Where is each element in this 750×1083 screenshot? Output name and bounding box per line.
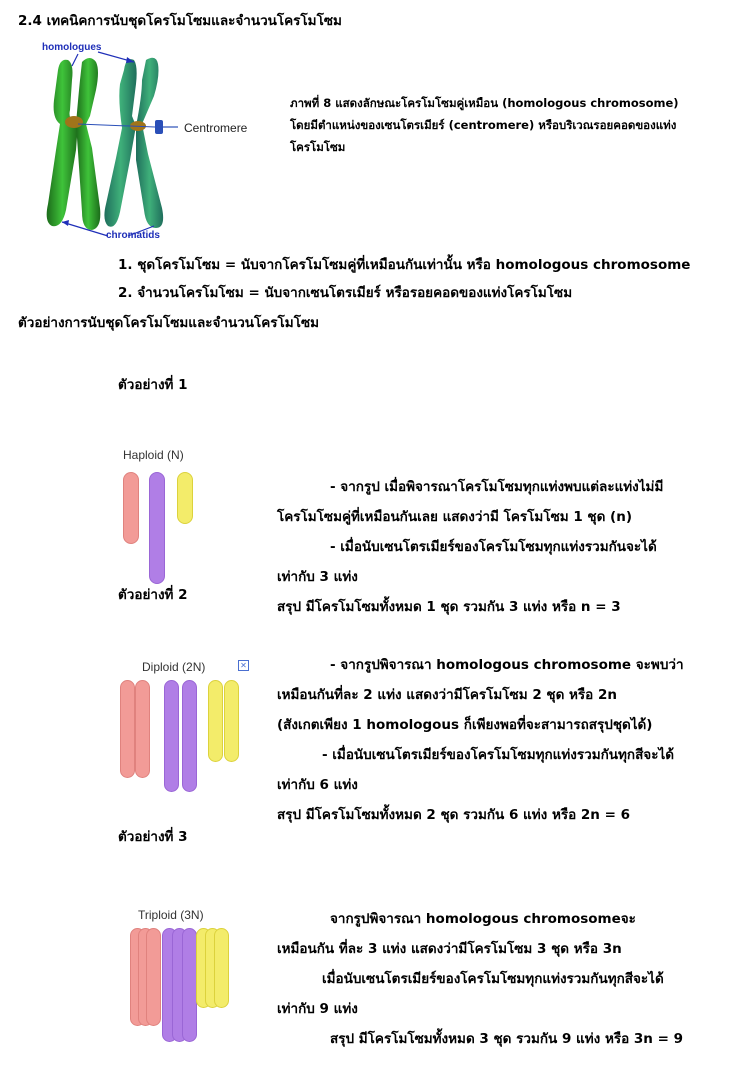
homologous-chromosome-figure: [38, 40, 268, 245]
example-1-line-2: โครโมโซมคู่ที่เหมือนกันเลย แสดงว่ามี โครโมโซม 1 ชุด (n): [277, 509, 633, 525]
example-2-line-6: สรุป มีโครโมโซมทั้งหมด 2 ชุด รวมกัน 6 แท่ง หรือ 2n = 6: [277, 807, 631, 823]
figure-caption-line-1: ภาพที่ 8 แสดงลักษณะโครโมโซมคู่เหมือน (homologous chromosome): [290, 96, 679, 110]
example-1-line-1: - จากรูป เมื่อพิจารณาโครโมโซมทุกแท่งพบแต่ละแท่งไม่มี: [330, 479, 664, 495]
close-icon: ✕: [238, 660, 249, 671]
example-2-line-5: เท่ากับ 6 แท่ง: [277, 777, 358, 793]
chromosome-purple-1: [164, 680, 179, 792]
example-1-title: ตัวอย่างที่ 1: [118, 377, 188, 393]
examples-heading: ตัวอย่างการนับชุดโครโมโซมและจำนวนโครโมโซม: [18, 315, 320, 331]
example-2-line-1: - จากรูปพิจารณา homologous chromosome จะพบว่า: [330, 657, 684, 673]
chromosome-pink-3: [146, 928, 161, 1026]
example-1-line-4: เท่ากับ 3 แท่ง: [277, 569, 358, 585]
haploid-label: Haploid (N): [123, 448, 184, 462]
centromere-label: Centromere: [184, 121, 248, 135]
triploid-diagram: [126, 906, 236, 1046]
example-2-line-2: เหมือนกันที่ละ 2 แท่ง แสดงว่ามีโครโมโซม 2 ชุด หรือ 2n: [277, 687, 617, 703]
diploid-label: Diploid (2N): [142, 660, 206, 674]
chromosome-pink-2: [135, 680, 150, 778]
example-2-title: ตัวอย่างที่ 2: [118, 587, 188, 603]
chromosome-illustration: [38, 40, 268, 245]
chromosome-yellow-2: [224, 680, 239, 762]
chromosome-pink: [123, 472, 139, 544]
haploid-diagram: [115, 448, 215, 588]
example-3-line-3: เมื่อนับเซนโตรเมียร์ของโครโมโซมทุกแท่งรวมกันทุกสีจะได้: [322, 971, 664, 987]
chromosome-yellow-1: [208, 680, 223, 762]
chromatids-label: chromatids: [106, 230, 160, 241]
example-3-line-1: จากรูปพิจารณา homologous chromosomeจะ: [330, 911, 636, 927]
chromosome-pink-1: [120, 680, 135, 778]
chromosome-yellow-3: [214, 928, 229, 1008]
example-3-line-4: เท่ากับ 9 แท่ง: [277, 1001, 358, 1017]
chromosome-purple-3: [182, 928, 197, 1042]
example-2-line-3: (สังเกตเพียง 1 homologous ก็เพียงพอที่จะสามารถสรุปชุดได้): [277, 717, 653, 733]
example-2-line-4: - เมื่อนับเซนโตรเมียร์ของโครโมโซมทุกแท่งรวมกันทุกสีจะได้: [322, 747, 675, 763]
chromosome-purple-2: [182, 680, 197, 792]
definition-2: 2. จำนวนโครโมโซม = นับจากเซนโตรเมียร์ หรือรอยคอดของแท่งโครโมโซม: [118, 285, 573, 301]
example-3-line-2: เหมือนกัน ที่ละ 3 แท่ง แสดงว่ามีโครโมโซม 3 ชุด หรือ 3n: [277, 941, 622, 957]
homologues-label: homologues: [42, 42, 102, 53]
example-3-line-5: สรุป มีโครโมโซมทั้งหมด 3 ชุด รวมกัน 9 แท่ง หรือ 3n = 9: [330, 1031, 684, 1047]
definition-1: 1. ชุดโครโมโซม = นับจากโครโมโซมคู่ที่เหมือนกันเท่านั้น หรือ homologous chromosome: [118, 257, 691, 273]
figure-caption-line-3: โครโมโซม: [290, 140, 346, 154]
triploid-label: Triploid (3N): [138, 908, 204, 922]
diploid-diagram: [112, 658, 252, 783]
chromosome-purple: [149, 472, 165, 584]
chromosome-yellow: [177, 472, 193, 524]
section-heading: 2.4 เทคนิคการนับชุดโครโมโซมและจำนวนโครโมโซม: [18, 13, 342, 29]
example-1-line-3: - เมื่อนับเซนโตรเมียร์ของโครโมโซมทุกแท่งรวมกันจะได้: [330, 539, 657, 555]
example-3-title: ตัวอย่างที่ 3: [118, 829, 188, 845]
figure-caption-line-2: โดยมีตำแหน่งของเซนโตรเมียร์ (centromere) หรือบริเวณรอยคอดของแท่ง: [290, 118, 677, 132]
example-1-line-5: สรุป มีโครโมโซมทั้งหมด 1 ชุด รวมกัน 3 แท่ง หรือ n = 3: [277, 599, 621, 615]
